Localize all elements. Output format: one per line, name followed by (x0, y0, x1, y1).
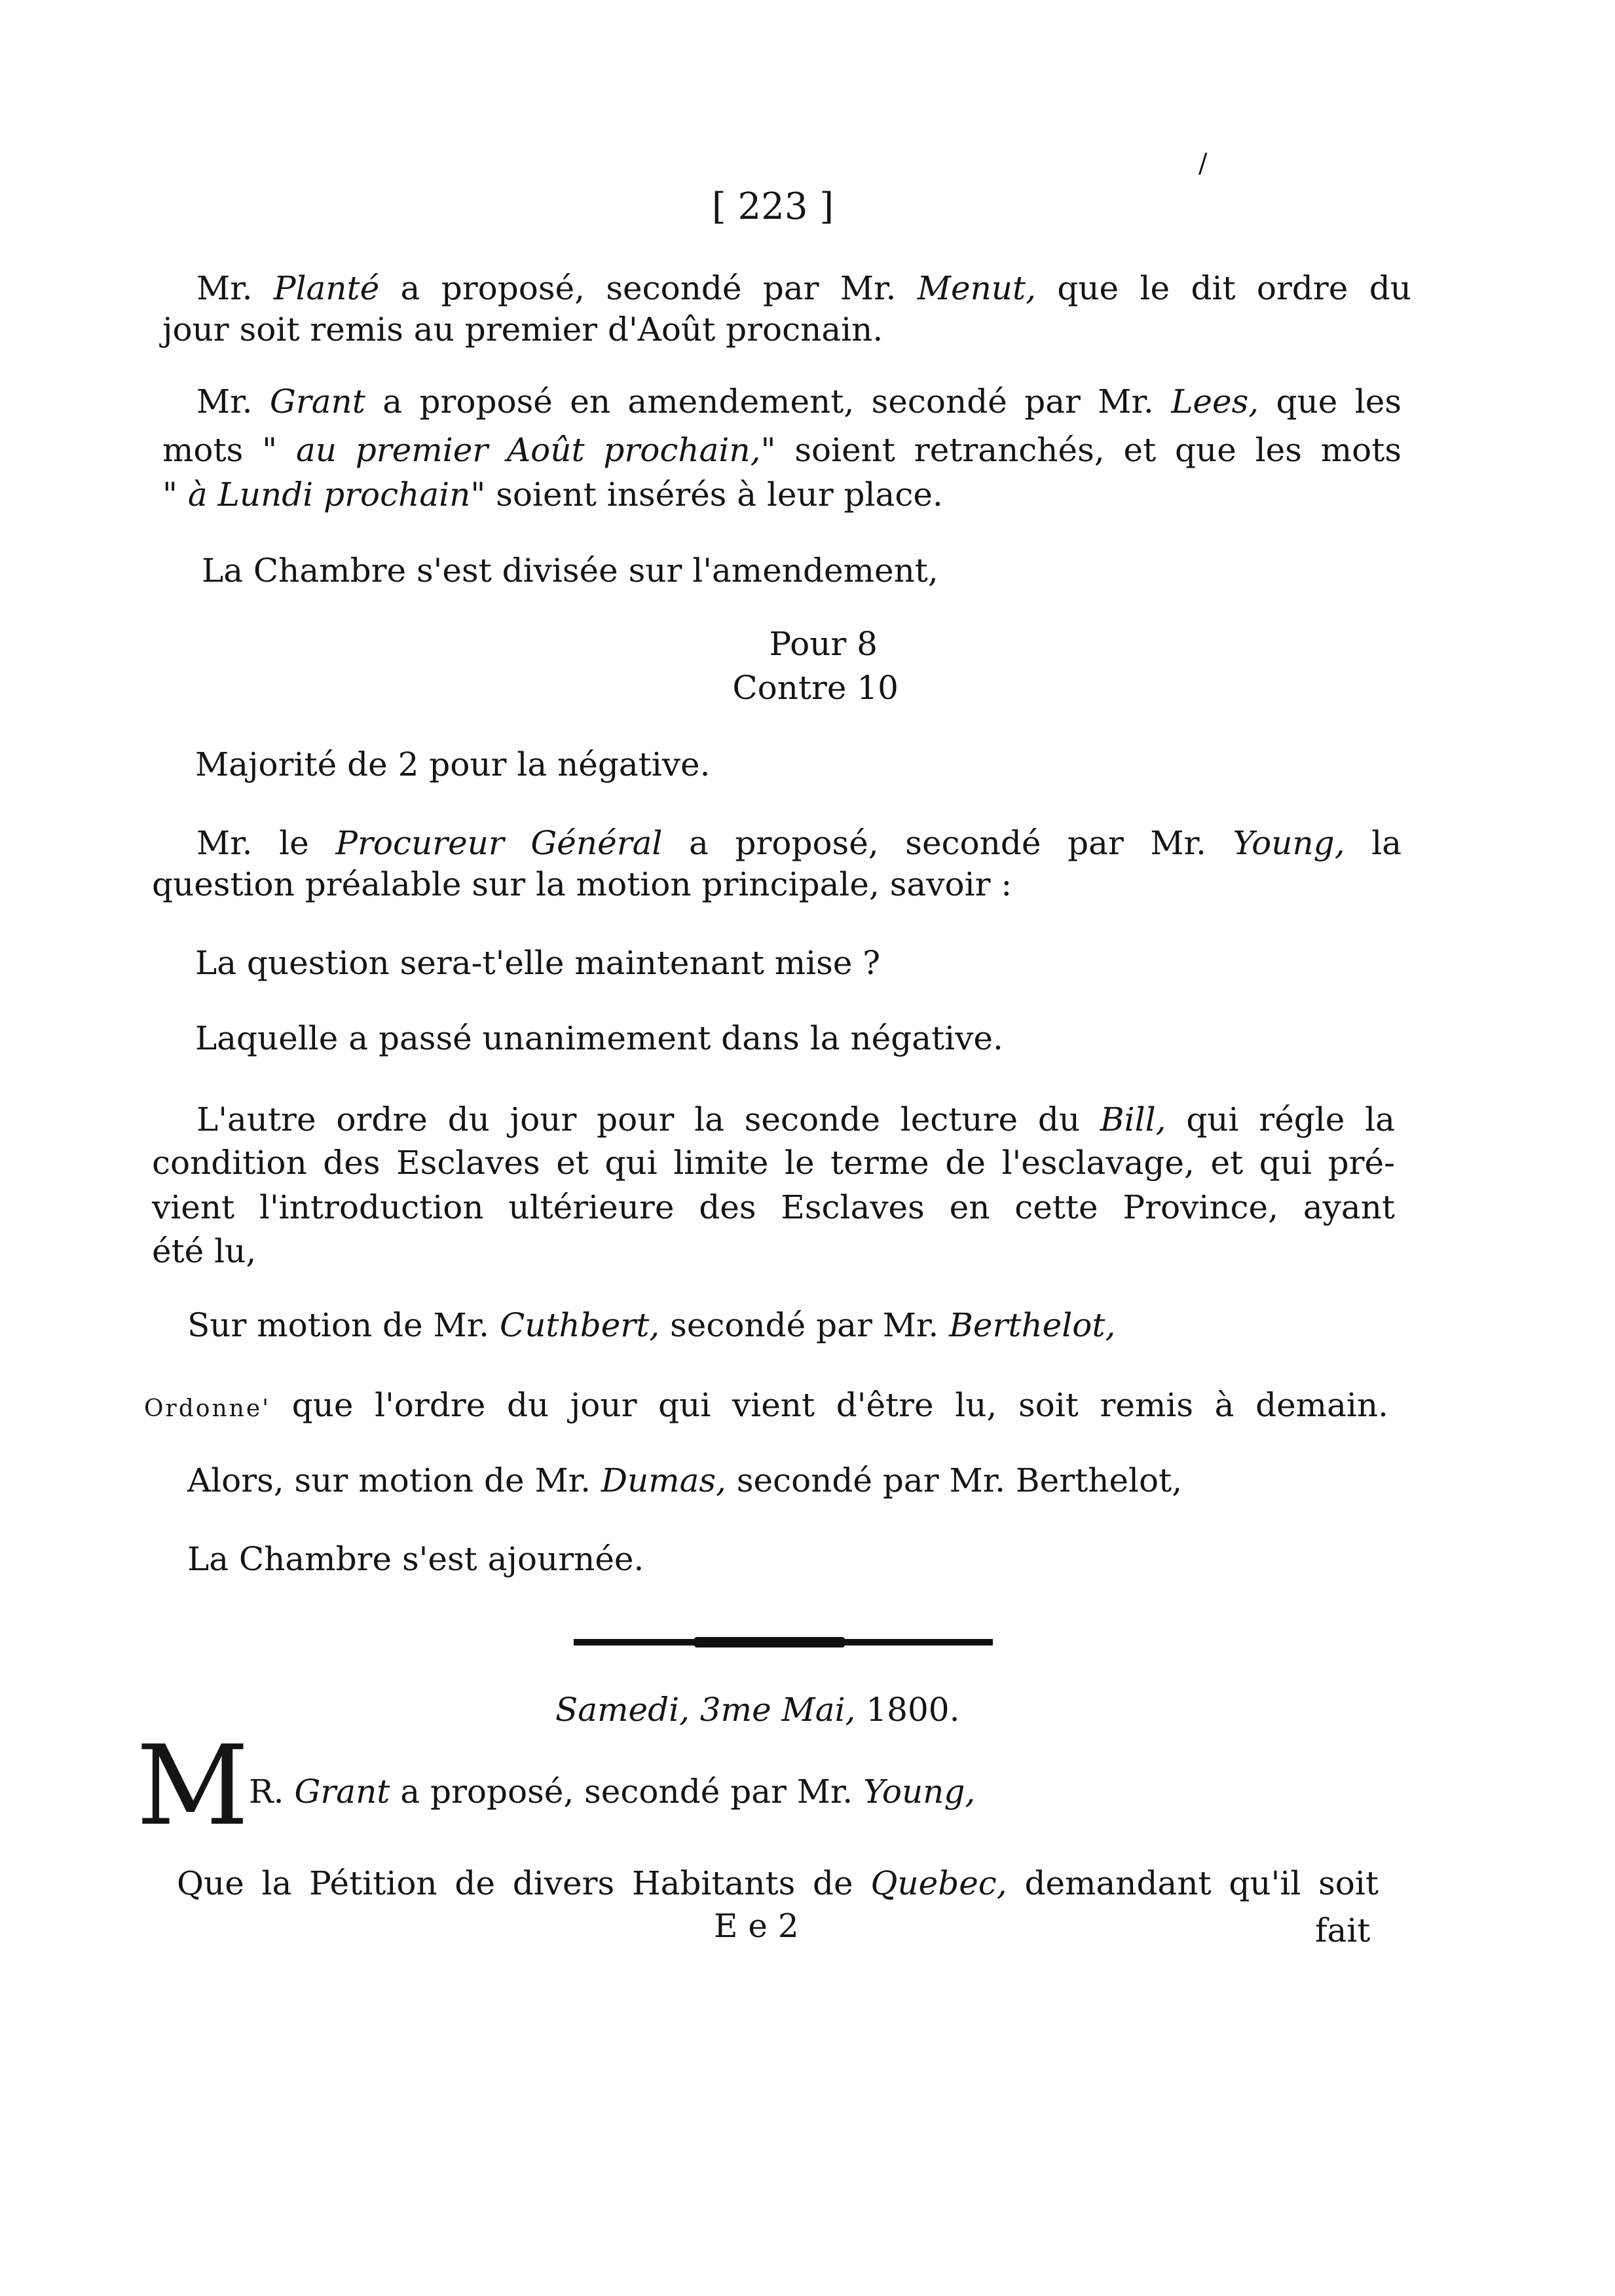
signature-mark: E e 2 (714, 1907, 799, 1945)
paragraph-1-line-2: jour soit remis au premier d'Août procnain. (162, 311, 883, 348)
paragraph-8-line-3: vient l'introduction ultérieure des Esclaves en cette Province, ayant (152, 1188, 1395, 1226)
paragraph-8-line-4: été lu, (152, 1232, 257, 1270)
page-number: [ 223 ] (711, 185, 834, 228)
paragraph-3: La Chambre s'est divisée sur l'amendement, (202, 552, 938, 590)
paragraph-2-line-3: " à Lundi prochain" soient insérés à leur place. (162, 476, 943, 514)
separator-rule-center (694, 1637, 845, 1647)
catchword: fait (1315, 1911, 1371, 1949)
paragraph-10: Ordonne' que l'ordre du jour qui vient d'être lu, soit remis à demain. (144, 1386, 1388, 1424)
paragraph-13-line-1: R. Grant a proposé, secondé par Mr. Young, (249, 1773, 976, 1811)
paragraph-11: Alors, sur motion de Mr. Dumas, secondé par Mr. Berthelot, (187, 1461, 1183, 1499)
paragraph-9: Sur motion de Mr. Cuthbert, secondé par Mr. Berthelot, (187, 1306, 1116, 1344)
vote-contre: Contre 10 (732, 669, 899, 707)
paragraph-5-line-2: question préalable sur la motion principale, savoir : (152, 865, 1012, 903)
paragraph-8-line-2: condition des Esclaves et qui limite le terme de l'esclavage, et qui pré- (152, 1144, 1395, 1182)
paragraph-13-line-2: Que la Pétition de divers Habitants de Quebec, demandant qu'il soit (177, 1864, 1379, 1902)
paragraph-4: Majorité de 2 pour la négative. (195, 745, 711, 783)
date-heading: Samedi, 3me Mai, 1800. (555, 1691, 960, 1729)
paragraph-12: La Chambre s'est ajournée. (187, 1540, 644, 1578)
corner-mark: / (1198, 149, 1208, 179)
vote-pour: Pour 8 (769, 625, 878, 663)
paragraph-2-line-2: mots " au premier Août prochain," soient retranchés, et que les mots (162, 431, 1402, 469)
paragraph-2-line-1: Mr. Grant a proposé en amendement, secondé par Mr. Lees, que les (196, 383, 1402, 421)
paragraph-8-line-1: L'autre ordre du jour pour la seconde lecture du Bill, qui régle la (196, 1101, 1395, 1139)
drop-cap: M (136, 1722, 250, 1850)
paragraph-7: Laquelle a passé unanimement dans la négative. (195, 1019, 1003, 1057)
paragraph-1-line-1: Mr. Planté a proposé, secondé par Mr. Menut, que le dit ordre du (196, 269, 1411, 307)
paragraph-5-line-1: Mr. le Procureur Général a proposé, secondé par Mr. Young, la (196, 824, 1402, 862)
paragraph-6: La question sera-t'elle maintenant mise ? (195, 944, 881, 982)
